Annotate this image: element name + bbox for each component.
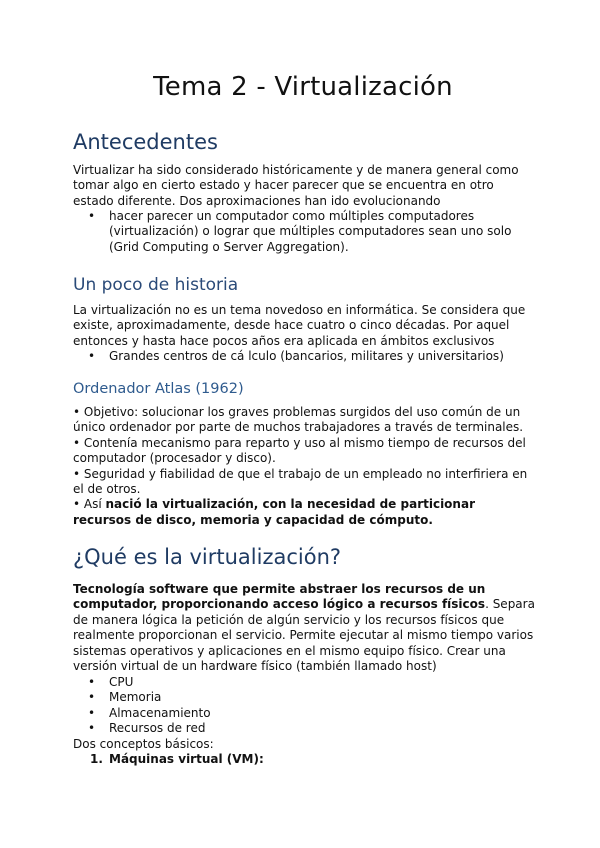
atlas-item: • Seguridad y fiabilidad de que el trabajo de un empleado no interfiriera en el de otros.: [73, 466, 528, 497]
conceptos-label: Dos conceptos básicos:: [73, 737, 214, 751]
historia-list: [73, 349, 513, 364]
list-item: • Memoria: [73, 690, 513, 705]
que-es-paragraph: [73, 582, 535, 674]
list-item: • hacer parecer un computador como múltiples computadores (virtualización) o lograr que múltiples computadores sean uno solo (Grid Computing o Server Aggregation).: [73, 209, 513, 255]
list-item: • Almacenamiento: [73, 706, 513, 721]
list-item: • Grandes centros de cá lculo (bancarios, militares y universitarios): [73, 349, 513, 364]
que-es-resources-list: [73, 675, 513, 737]
antecedentes-list: [73, 209, 513, 255]
atlas-item-conclusion: [73, 497, 535, 528]
antecedentes-paragraph: Virtualizar ha sido considerado históricamente y de manera general como tomar algo en cierto estado y hacer parecer que se encuentra en otro estado diferente. Dos aproximaciones han ido evolucionando: [73, 163, 519, 208]
section-heading-historia: Un poco de historia: [73, 275, 239, 295]
section-heading-que-es: ¿Qué es la virtualización?: [73, 545, 342, 569]
page-title: Tema 2 - Virtualización: [153, 72, 453, 102]
conceptos-list: [73, 752, 513, 767]
atlas-conclusion-bold: nació la virtualización, con la necesidad de particionar recursos de disco, memoria y capacidad de cómputo.: [73, 497, 475, 527]
list-item: • Recursos de red: [73, 721, 513, 736]
atlas-conclusion-prefix: • Así: [73, 497, 106, 512]
que-es-rest: . Separa de manera lógica la petición de algún servicio y los recursos físicos que realmente proporcionan el servicio. Permite ejecutar al mismo tiempo varios sistemas operativos y aplicaciones en el mismo equipo físico. Crear una versión virtual de un hardware físico (también llamado host): [73, 597, 535, 674]
section-heading-antecedentes: Antecedentes: [73, 130, 218, 154]
list-item: • CPU: [73, 675, 513, 690]
section-heading-atlas: Ordenador Atlas (1962): [73, 381, 244, 397]
number-marker: 1.: [90, 752, 103, 766]
atlas-item: • Objetivo: solucionar los graves problemas surgidos del uso común de un único ordenador por parte de muchos trabajadores a través de terminales.: [73, 405, 524, 435]
atlas-item: • Contenía mecanismo para reparto y uso al mismo tiempo de recursos del computador (procesador y disco).: [73, 435, 526, 466]
que-es-bold-definition: Tecnología software que permite abstraer los recursos de un computador, proporcionando acceso lógico a recursos físicos: [73, 582, 486, 612]
atlas-items: [73, 405, 535, 528]
numbered-item: [73, 752, 513, 767]
numbered-item-text: Máquinas virtual (VM):: [109, 752, 264, 766]
historia-paragraph: La virtualización no es un tema novedoso en informática. Se considera que existe, aproximadamente, desde hace cuatro o cinco décadas. Por aquel entonces y hasta hace pocos años era aplicada en ámbitos exclusivos: [73, 303, 526, 348]
